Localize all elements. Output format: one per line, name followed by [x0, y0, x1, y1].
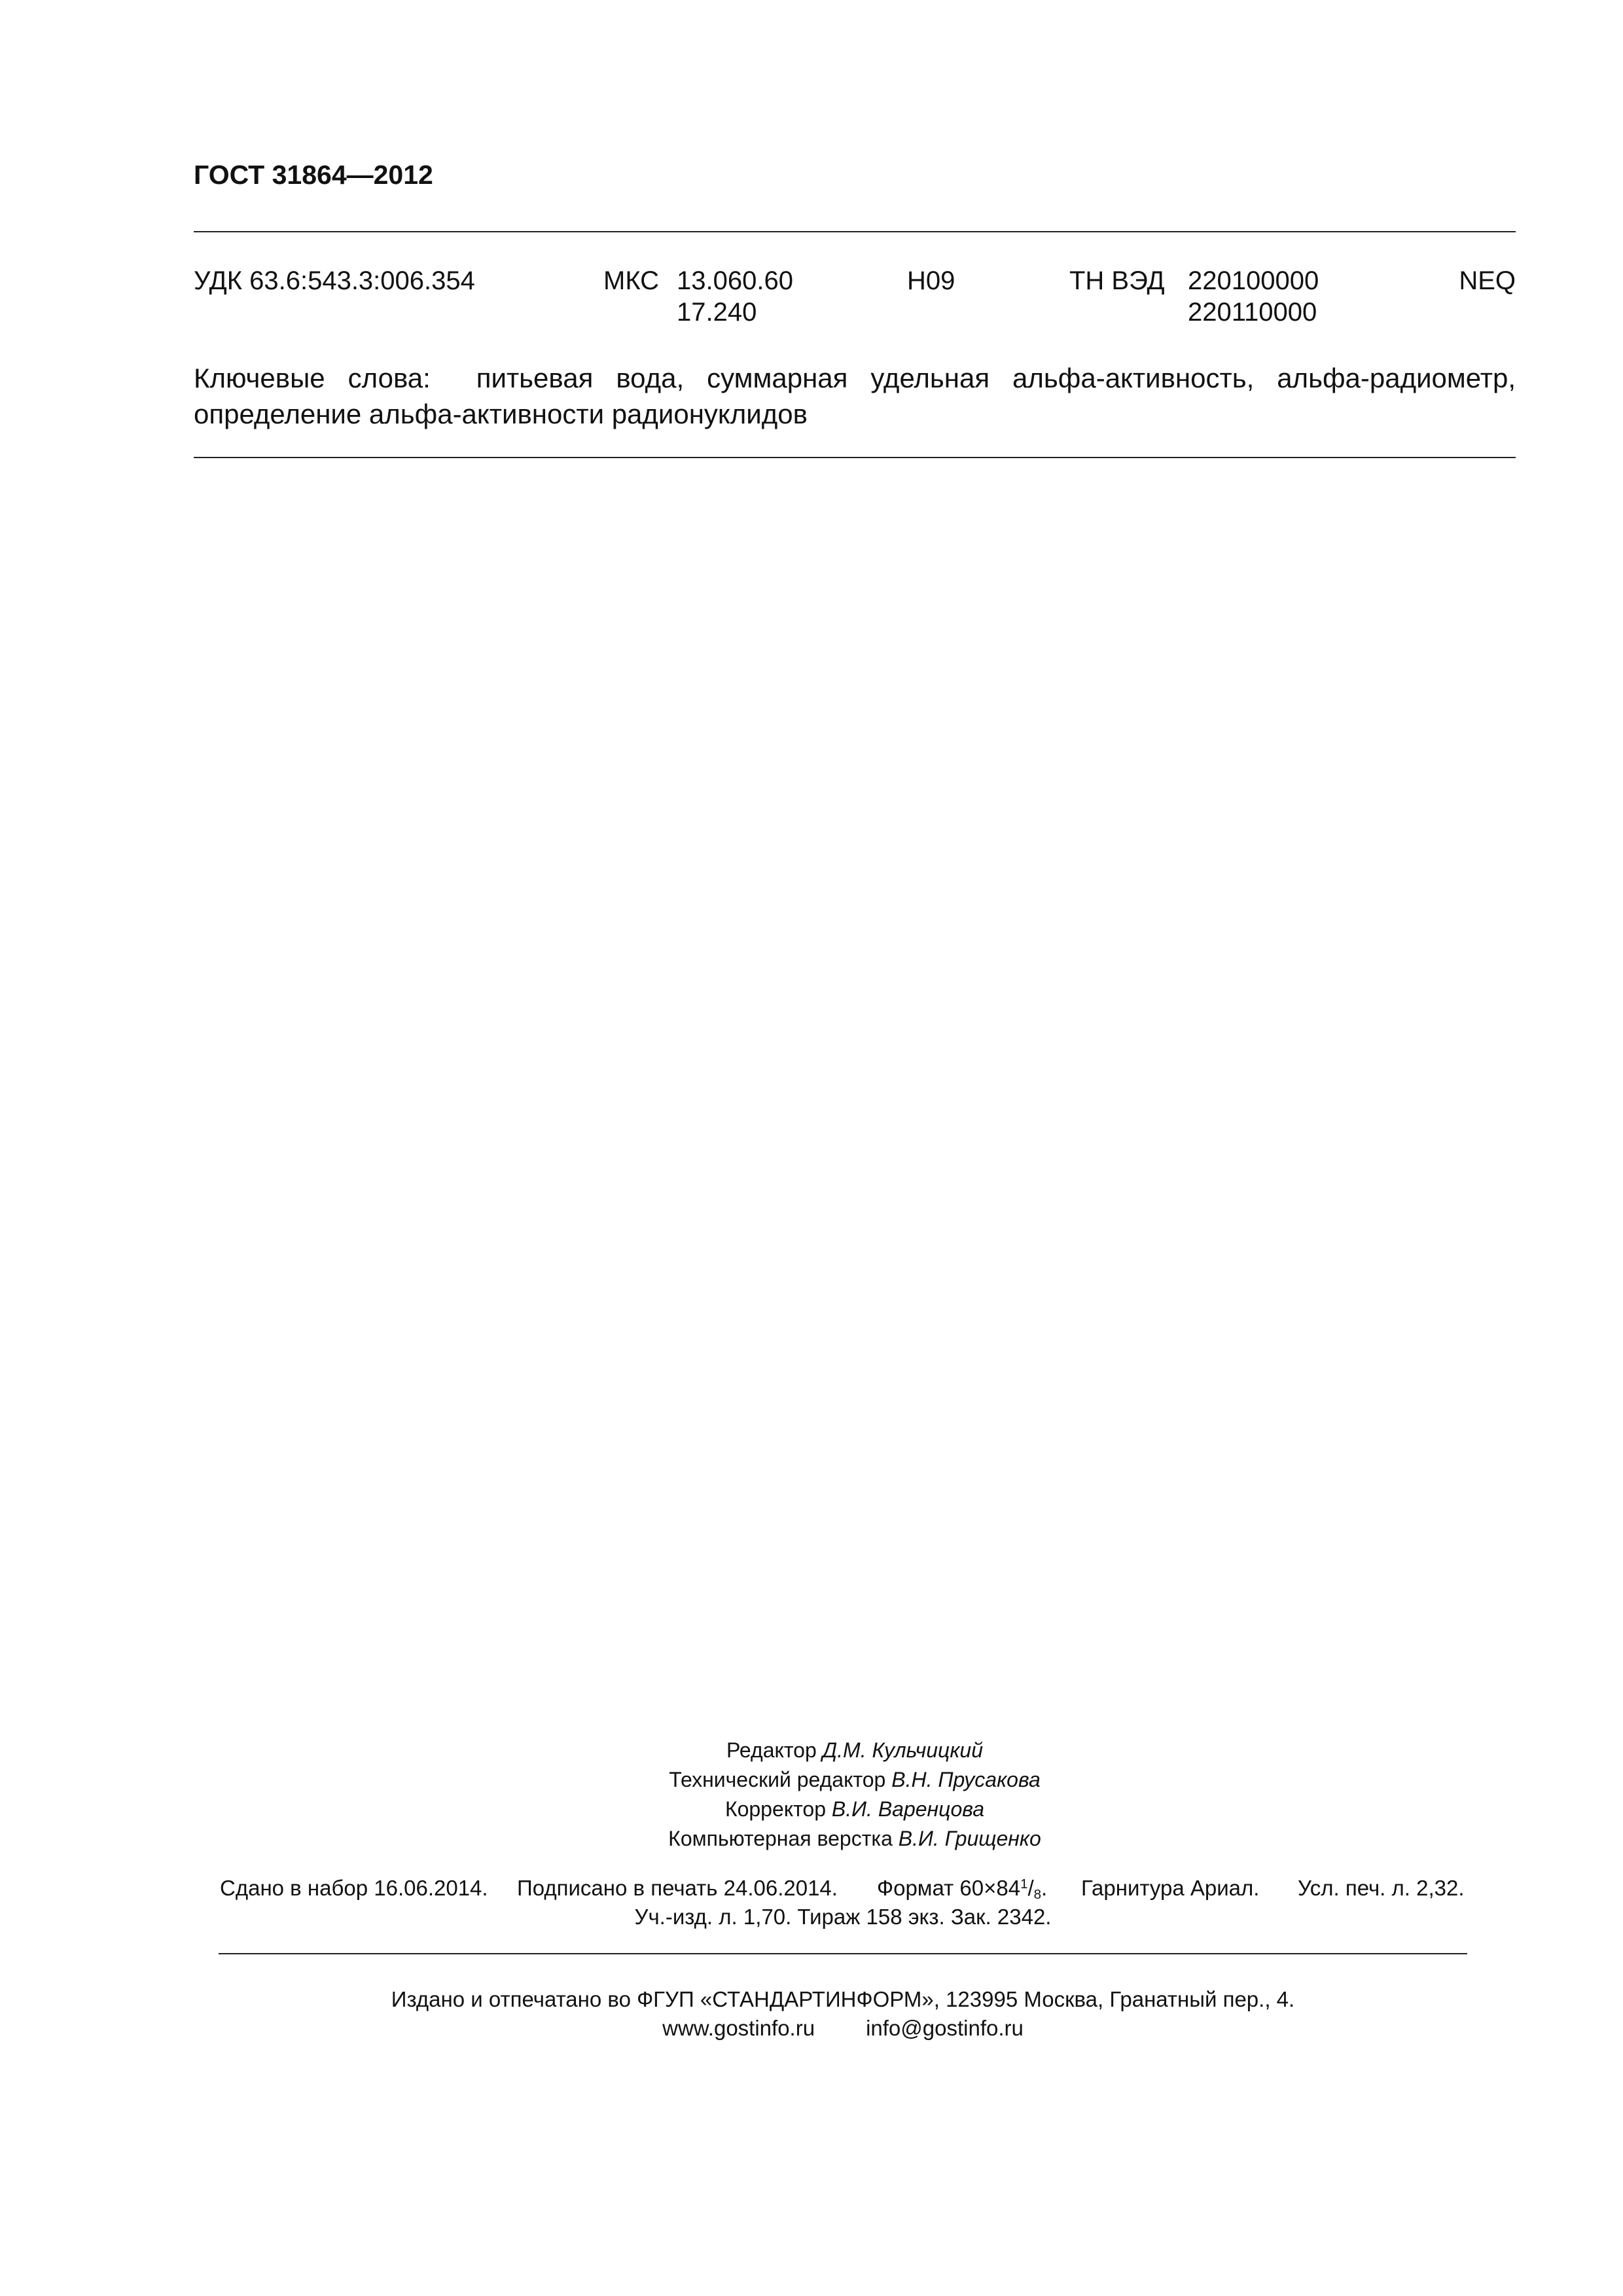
mks-code-2: 17.240 — [677, 298, 757, 327]
credit-technical-editor: Технический редактор В.Н. Прусакова — [669, 1768, 1041, 1791]
keywords-paragraph — [194, 360, 1516, 432]
pub-typeface: Гарнитура Ариал. — [1081, 1876, 1260, 1900]
credit-layout: Компьютерная верстка В.И. Грищенко — [668, 1827, 1041, 1850]
category-code: Н09 — [907, 266, 955, 295]
pub-print-sheets: Усл. печ. л. 2,32. — [1298, 1876, 1465, 1900]
pub-line-2: Уч.-изд. л. 1,70. Тираж 158 экз. Зак. 2342. — [634, 1905, 1052, 1929]
credit-editor: Редактор Д.М. Кульчицкий — [726, 1738, 984, 1762]
tn-ved-code-1: 220100000 — [1188, 266, 1319, 295]
credit-corrector: Корректор В.И. Варенцова — [724, 1797, 985, 1821]
publisher-line: Издано и отпечатано во ФГУП «СТАНДАРТИНФОРМ», 123995 Москва, Гранатный пер., 4. — [391, 1987, 1295, 2011]
mks-label: МКС — [603, 266, 660, 295]
mks-code-1: 13.060.60 — [677, 266, 793, 295]
keywords-text: питьевая вода, суммарная удельная альфа-активность, альфа-радиометр, определение альфа-активности радионуклидов — [194, 363, 1516, 429]
footer-divider — [219, 1953, 1467, 1954]
website-link[interactable]: www.gostinfo.ru — [662, 2016, 815, 2040]
udk-code: УДК 63.6:543.3:006.354 — [194, 266, 475, 295]
pub-signed: Подписано в печать 24.06.2014. — [517, 1876, 838, 1900]
document-title: ГОСТ 31864—2012 — [194, 160, 433, 190]
credits-block — [194, 1736, 1516, 1854]
pub-format: Формат $60\times 84^1/_8$. — [877, 1876, 1048, 1903]
pub-submitted: Сдано в набор 16.06.2014. — [220, 1876, 488, 1900]
neq-marker: NEQ — [1459, 266, 1516, 295]
tn-ved-label: ТН ВЭД — [1069, 266, 1165, 295]
keywords-label: Ключевые слова: — [194, 363, 431, 393]
tn-ved-code-2: 220110000 — [1188, 298, 1317, 327]
contact-line — [220, 2013, 1466, 2043]
keywords-divider — [194, 457, 1516, 458]
header-divider — [194, 231, 1516, 232]
email-link[interactable]: info@gostinfo.ru — [866, 2016, 1024, 2040]
